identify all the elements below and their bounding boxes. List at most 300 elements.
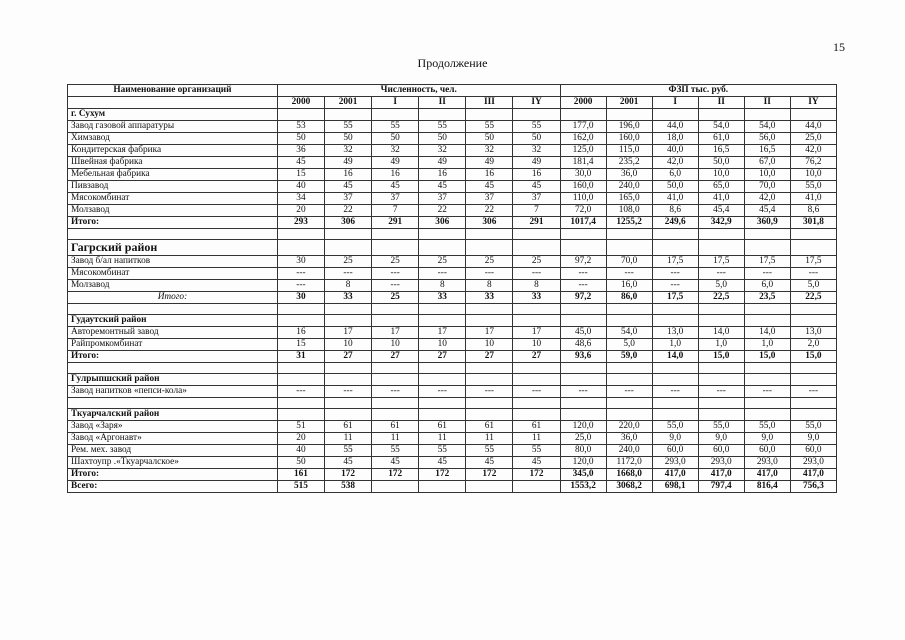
employees-cell: 7 (513, 205, 560, 217)
table-row (68, 398, 837, 409)
employees-cell (513, 363, 560, 374)
header-pay-col: 2001 (606, 97, 652, 109)
payroll-cell: 1017,4 (560, 217, 606, 229)
employees-cell: 49 (419, 157, 466, 169)
employees-cell: 61 (513, 421, 560, 433)
table-row (68, 169, 837, 181)
employees-cell: 11 (466, 433, 513, 445)
payroll-cell: 698,1 (652, 481, 698, 493)
payroll-cell: 120,0 (560, 421, 606, 433)
payroll-cell: 9,0 (744, 433, 790, 445)
employees-cell: 10 (372, 339, 419, 351)
employees-cell: 17 (419, 327, 466, 339)
employees-cell: --- (466, 268, 513, 280)
payroll-cell (790, 304, 836, 315)
employees-cell: 306 (466, 217, 513, 229)
employees-cell (277, 240, 324, 256)
payroll-cell: 17,5 (652, 256, 698, 268)
org-name-cell: Гудаутский район (68, 315, 278, 327)
payroll-cell: 45,4 (698, 205, 744, 217)
payroll-cell: 235,2 (606, 157, 652, 169)
payroll-cell: 22,5 (790, 292, 836, 304)
employees-cell: 16 (277, 327, 324, 339)
payroll-cell (744, 398, 790, 409)
header-org: Наименование организаций (68, 85, 278, 97)
payroll-cell (744, 304, 790, 315)
payroll-cell: 293,0 (790, 457, 836, 469)
payroll-cell (744, 240, 790, 256)
payroll-cell (744, 229, 790, 240)
employees-cell: 27 (513, 351, 560, 363)
employees-cell: 34 (277, 193, 324, 205)
employees-cell: --- (513, 268, 560, 280)
employees-cell: 291 (513, 217, 560, 229)
employees-cell (277, 315, 324, 327)
table-row (68, 205, 837, 217)
employees-cell: 8 (513, 280, 560, 292)
employees-cell: 15 (277, 339, 324, 351)
org-name-cell: Швейная фабрика (68, 157, 278, 169)
table-row (68, 363, 837, 374)
employees-cell (466, 109, 513, 121)
employees-cell: 55 (419, 121, 466, 133)
employees-cell: 61 (466, 421, 513, 433)
employees-cell (513, 315, 560, 327)
employees-cell: 45 (513, 181, 560, 193)
employees-cell: 32 (419, 145, 466, 157)
payroll-cell (790, 240, 836, 256)
payroll-cell: 18,0 (652, 133, 698, 145)
payroll-cell: 342,9 (698, 217, 744, 229)
payroll-cell: --- (698, 268, 744, 280)
payroll-cell: 80,0 (560, 445, 606, 457)
employees-cell: 25 (325, 256, 372, 268)
payroll-cell (744, 409, 790, 421)
employees-cell: 15 (277, 169, 324, 181)
table-row (68, 268, 837, 280)
employees-cell (325, 409, 372, 421)
employees-cell: 291 (372, 217, 419, 229)
org-name-cell: Гулрыпшский район (68, 374, 278, 386)
employees-cell: 55 (325, 445, 372, 457)
payroll-cell: 417,0 (744, 469, 790, 481)
payroll-cell: 1668,0 (606, 469, 652, 481)
payroll-cell: 177,0 (560, 121, 606, 133)
data-table (67, 84, 837, 493)
payroll-cell: 293,0 (652, 457, 698, 469)
employees-cell: 33 (513, 292, 560, 304)
employees-cell (466, 374, 513, 386)
payroll-cell (698, 374, 744, 386)
payroll-cell: 1255,2 (606, 217, 652, 229)
org-name-cell: Итого: (68, 217, 278, 229)
payroll-cell: 17,5 (790, 256, 836, 268)
payroll-cell: 93,6 (560, 351, 606, 363)
payroll-cell: 220,0 (606, 421, 652, 433)
employees-cell (513, 304, 560, 315)
header-emp-col: 2001 (325, 97, 372, 109)
header-pay-col: I (652, 97, 698, 109)
header-emp-col: 2000 (277, 97, 324, 109)
payroll-cell: 17,5 (698, 256, 744, 268)
employees-cell (372, 109, 419, 121)
payroll-cell: --- (744, 386, 790, 398)
employees-cell: 49 (513, 157, 560, 169)
payroll-cell: 54,0 (698, 121, 744, 133)
table-row (68, 304, 837, 315)
employees-cell (419, 229, 466, 240)
payroll-cell: 72,0 (560, 205, 606, 217)
payroll-cell: 1,0 (744, 339, 790, 351)
employees-cell (466, 398, 513, 409)
employees-cell (325, 229, 372, 240)
payroll-cell: --- (652, 386, 698, 398)
employees-cell: 27 (419, 351, 466, 363)
payroll-cell: 50,0 (652, 181, 698, 193)
employees-cell (372, 315, 419, 327)
payroll-cell (744, 315, 790, 327)
employees-cell (513, 109, 560, 121)
employees-cell: 45 (466, 181, 513, 193)
payroll-cell: 60,0 (652, 445, 698, 457)
employees-cell: 25 (466, 256, 513, 268)
table-row (68, 433, 837, 445)
table-row (68, 327, 837, 339)
payroll-cell: 816,4 (744, 481, 790, 493)
employees-cell: 49 (325, 157, 372, 169)
payroll-cell: 301,8 (790, 217, 836, 229)
employees-cell (419, 481, 466, 493)
payroll-cell (560, 109, 606, 121)
employees-cell: 25 (419, 256, 466, 268)
employees-cell: 55 (372, 445, 419, 457)
employees-cell: 10 (419, 339, 466, 351)
payroll-cell (560, 229, 606, 240)
payroll-cell (790, 398, 836, 409)
payroll-cell: 54,0 (606, 327, 652, 339)
payroll-cell (790, 229, 836, 240)
header-blank (68, 97, 278, 109)
payroll-cell (606, 229, 652, 240)
table-row (68, 386, 837, 398)
payroll-cell: 41,0 (652, 193, 698, 205)
org-name-cell: Гагрский район (68, 240, 278, 256)
employees-cell: --- (419, 386, 466, 398)
employees-cell: 10 (466, 339, 513, 351)
table-row (68, 315, 837, 327)
employees-cell: --- (277, 386, 324, 398)
payroll-cell: 16,0 (606, 280, 652, 292)
employees-cell: 27 (466, 351, 513, 363)
payroll-cell: 756,3 (790, 481, 836, 493)
payroll-cell: 40,0 (652, 145, 698, 157)
employees-cell: 172 (513, 469, 560, 481)
employees-cell: 11 (419, 433, 466, 445)
employees-cell: 32 (372, 145, 419, 157)
employees-cell: 55 (513, 121, 560, 133)
employees-cell (419, 304, 466, 315)
employees-cell: --- (372, 280, 419, 292)
employees-cell (466, 304, 513, 315)
payroll-cell: 9,0 (698, 433, 744, 445)
header-employees: Численность, чел. (277, 85, 560, 97)
employees-cell: 49 (466, 157, 513, 169)
payroll-cell (652, 374, 698, 386)
employees-cell (325, 304, 372, 315)
org-name-cell: Мебельная фабрика (68, 169, 278, 181)
employees-cell (277, 363, 324, 374)
employees-cell: 172 (466, 469, 513, 481)
employees-cell: 50 (466, 133, 513, 145)
payroll-cell (698, 240, 744, 256)
table-row (68, 133, 837, 145)
payroll-cell: --- (790, 268, 836, 280)
payroll-cell: 60,0 (790, 445, 836, 457)
employees-cell: 293 (277, 217, 324, 229)
table-row (68, 256, 837, 268)
payroll-cell: 14,0 (744, 327, 790, 339)
table-row (68, 469, 837, 481)
header-payroll: ФЗП тыс. руб. (560, 85, 836, 97)
employees-cell (513, 398, 560, 409)
employees-cell: 161 (277, 469, 324, 481)
employees-cell: 45 (513, 457, 560, 469)
payroll-cell: 54,0 (744, 121, 790, 133)
payroll-cell: 5,0 (606, 339, 652, 351)
payroll-cell: 1,0 (652, 339, 698, 351)
payroll-cell (560, 363, 606, 374)
payroll-cell: 160,0 (606, 133, 652, 145)
payroll-cell (652, 315, 698, 327)
org-name-cell: Итого: (68, 469, 278, 481)
employees-cell: 50 (419, 133, 466, 145)
employees-cell: 172 (419, 469, 466, 481)
employees-cell (513, 481, 560, 493)
payroll-cell: 249,6 (652, 217, 698, 229)
payroll-cell: 1172,0 (606, 457, 652, 469)
employees-cell: --- (372, 268, 419, 280)
payroll-cell: 70,0 (606, 256, 652, 268)
payroll-cell: 59,0 (606, 351, 652, 363)
employees-cell: 17 (466, 327, 513, 339)
employees-cell: 8 (419, 280, 466, 292)
payroll-cell: 10,0 (698, 169, 744, 181)
table-row (68, 193, 837, 205)
table-row (68, 445, 837, 457)
payroll-cell: 23,5 (744, 292, 790, 304)
employees-cell (372, 304, 419, 315)
payroll-cell: 97,2 (560, 256, 606, 268)
payroll-cell: 14,0 (652, 351, 698, 363)
payroll-cell (790, 409, 836, 421)
org-name-cell: Кондитерская фабрика (68, 145, 278, 157)
employees-cell (277, 229, 324, 240)
employees-cell: 11 (325, 433, 372, 445)
employees-cell (419, 409, 466, 421)
employees-cell: 45 (372, 181, 419, 193)
employees-cell: --- (419, 268, 466, 280)
org-name-cell: Мясокомбинат (68, 193, 278, 205)
table-row (68, 481, 837, 493)
employees-cell: --- (325, 386, 372, 398)
employees-cell: 10 (513, 339, 560, 351)
employees-cell: 37 (466, 193, 513, 205)
payroll-cell: --- (606, 268, 652, 280)
payroll-cell: 86,0 (606, 292, 652, 304)
org-name-cell: Завод «Аргонавт» (68, 433, 278, 445)
org-name-cell: Рем. мех. завод (68, 445, 278, 457)
employees-cell: 30 (277, 256, 324, 268)
org-name-cell (68, 304, 278, 315)
payroll-cell: 55,0 (744, 421, 790, 433)
payroll-cell: 56,0 (744, 133, 790, 145)
payroll-cell: 165,0 (606, 193, 652, 205)
employees-cell: 10 (325, 339, 372, 351)
payroll-cell: 15,0 (744, 351, 790, 363)
payroll-cell: 42,0 (744, 193, 790, 205)
payroll-cell: 125,0 (560, 145, 606, 157)
payroll-cell: 42,0 (790, 145, 836, 157)
payroll-cell (698, 409, 744, 421)
employees-cell (466, 363, 513, 374)
employees-cell (372, 363, 419, 374)
employees-cell: 25 (372, 292, 419, 304)
employees-cell: 16 (372, 169, 419, 181)
payroll-cell: 44,0 (790, 121, 836, 133)
payroll-cell: --- (652, 280, 698, 292)
employees-cell (466, 229, 513, 240)
employees-cell (419, 315, 466, 327)
table-row (68, 145, 837, 157)
payroll-cell (560, 398, 606, 409)
employees-cell: 33 (419, 292, 466, 304)
table-body (68, 109, 837, 493)
payroll-cell (606, 374, 652, 386)
employees-cell: 37 (513, 193, 560, 205)
table-row (68, 457, 837, 469)
payroll-cell (606, 240, 652, 256)
employees-cell: 16 (513, 169, 560, 181)
employees-cell: 45 (419, 181, 466, 193)
payroll-cell: 3068,2 (606, 481, 652, 493)
payroll-cell: 6,0 (652, 169, 698, 181)
employees-cell: 22 (419, 205, 466, 217)
header-emp-col: II (419, 97, 466, 109)
payroll-cell: 55,0 (790, 181, 836, 193)
employees-cell: 11 (372, 433, 419, 445)
payroll-cell (790, 363, 836, 374)
payroll-cell (698, 315, 744, 327)
employees-cell: 306 (325, 217, 372, 229)
payroll-cell (606, 398, 652, 409)
employees-cell: 37 (372, 193, 419, 205)
org-name-cell: Молзавод (68, 205, 278, 217)
payroll-cell: 345,0 (560, 469, 606, 481)
org-name-cell: Райпромкомбинат (68, 339, 278, 351)
employees-cell (513, 229, 560, 240)
employees-cell (372, 374, 419, 386)
employees-cell: 45 (325, 181, 372, 193)
payroll-cell (560, 315, 606, 327)
payroll-cell (606, 363, 652, 374)
employees-cell: 30 (277, 292, 324, 304)
org-name-cell: Завод напитков «пепси-кола» (68, 386, 278, 398)
employees-cell: 55 (466, 121, 513, 133)
employees-cell (277, 374, 324, 386)
employees-cell: --- (513, 386, 560, 398)
payroll-cell: 115,0 (606, 145, 652, 157)
table-row (68, 240, 837, 256)
payroll-cell: 13,0 (652, 327, 698, 339)
payroll-cell: 50,0 (698, 157, 744, 169)
payroll-cell: 30,0 (560, 169, 606, 181)
payroll-cell: 13,0 (790, 327, 836, 339)
header-row-periods (68, 97, 837, 109)
payroll-cell (606, 109, 652, 121)
org-name-cell (68, 398, 278, 409)
payroll-cell: 417,0 (652, 469, 698, 481)
payroll-cell: 110,0 (560, 193, 606, 205)
employees-cell (325, 398, 372, 409)
table-row (68, 121, 837, 133)
table-row (68, 351, 837, 363)
payroll-cell: 8,6 (652, 205, 698, 217)
employees-cell: 37 (419, 193, 466, 205)
org-name-cell: Завод «Заря» (68, 421, 278, 433)
payroll-cell (652, 240, 698, 256)
employees-cell: 50 (277, 457, 324, 469)
page-title: Продолжение (417, 56, 488, 70)
payroll-cell: 60,0 (744, 445, 790, 457)
page-number: 15 (833, 40, 845, 54)
employees-cell: 61 (419, 421, 466, 433)
payroll-cell: 48,6 (560, 339, 606, 351)
payroll-cell: --- (560, 268, 606, 280)
employees-cell: 53 (277, 121, 324, 133)
payroll-cell: 65,0 (698, 181, 744, 193)
payroll-cell: 17,5 (744, 256, 790, 268)
employees-cell: 25 (372, 256, 419, 268)
payroll-cell: 41,0 (790, 193, 836, 205)
payroll-cell (744, 363, 790, 374)
payroll-cell (606, 409, 652, 421)
employees-cell (325, 240, 372, 256)
table-row (68, 157, 837, 169)
header-emp-col: I (372, 97, 419, 109)
employees-cell: 11 (513, 433, 560, 445)
payroll-cell (698, 304, 744, 315)
payroll-cell: 14,0 (698, 327, 744, 339)
employees-cell: 20 (277, 433, 324, 445)
employees-cell: 27 (372, 351, 419, 363)
payroll-cell (790, 374, 836, 386)
employees-cell: 45 (277, 157, 324, 169)
payroll-cell (652, 304, 698, 315)
header-emp-col: IY (513, 97, 560, 109)
payroll-cell (606, 315, 652, 327)
employees-cell: 8 (325, 280, 372, 292)
employees-cell: 25 (513, 256, 560, 268)
payroll-cell: 797,4 (698, 481, 744, 493)
payroll-cell: --- (652, 268, 698, 280)
payroll-cell: 162,0 (560, 133, 606, 145)
table-row (68, 339, 837, 351)
payroll-cell: 15,0 (790, 351, 836, 363)
payroll-cell: 61,0 (698, 133, 744, 145)
payroll-cell: 45,0 (560, 327, 606, 339)
payroll-cell: 5,0 (698, 280, 744, 292)
employees-cell: --- (277, 280, 324, 292)
